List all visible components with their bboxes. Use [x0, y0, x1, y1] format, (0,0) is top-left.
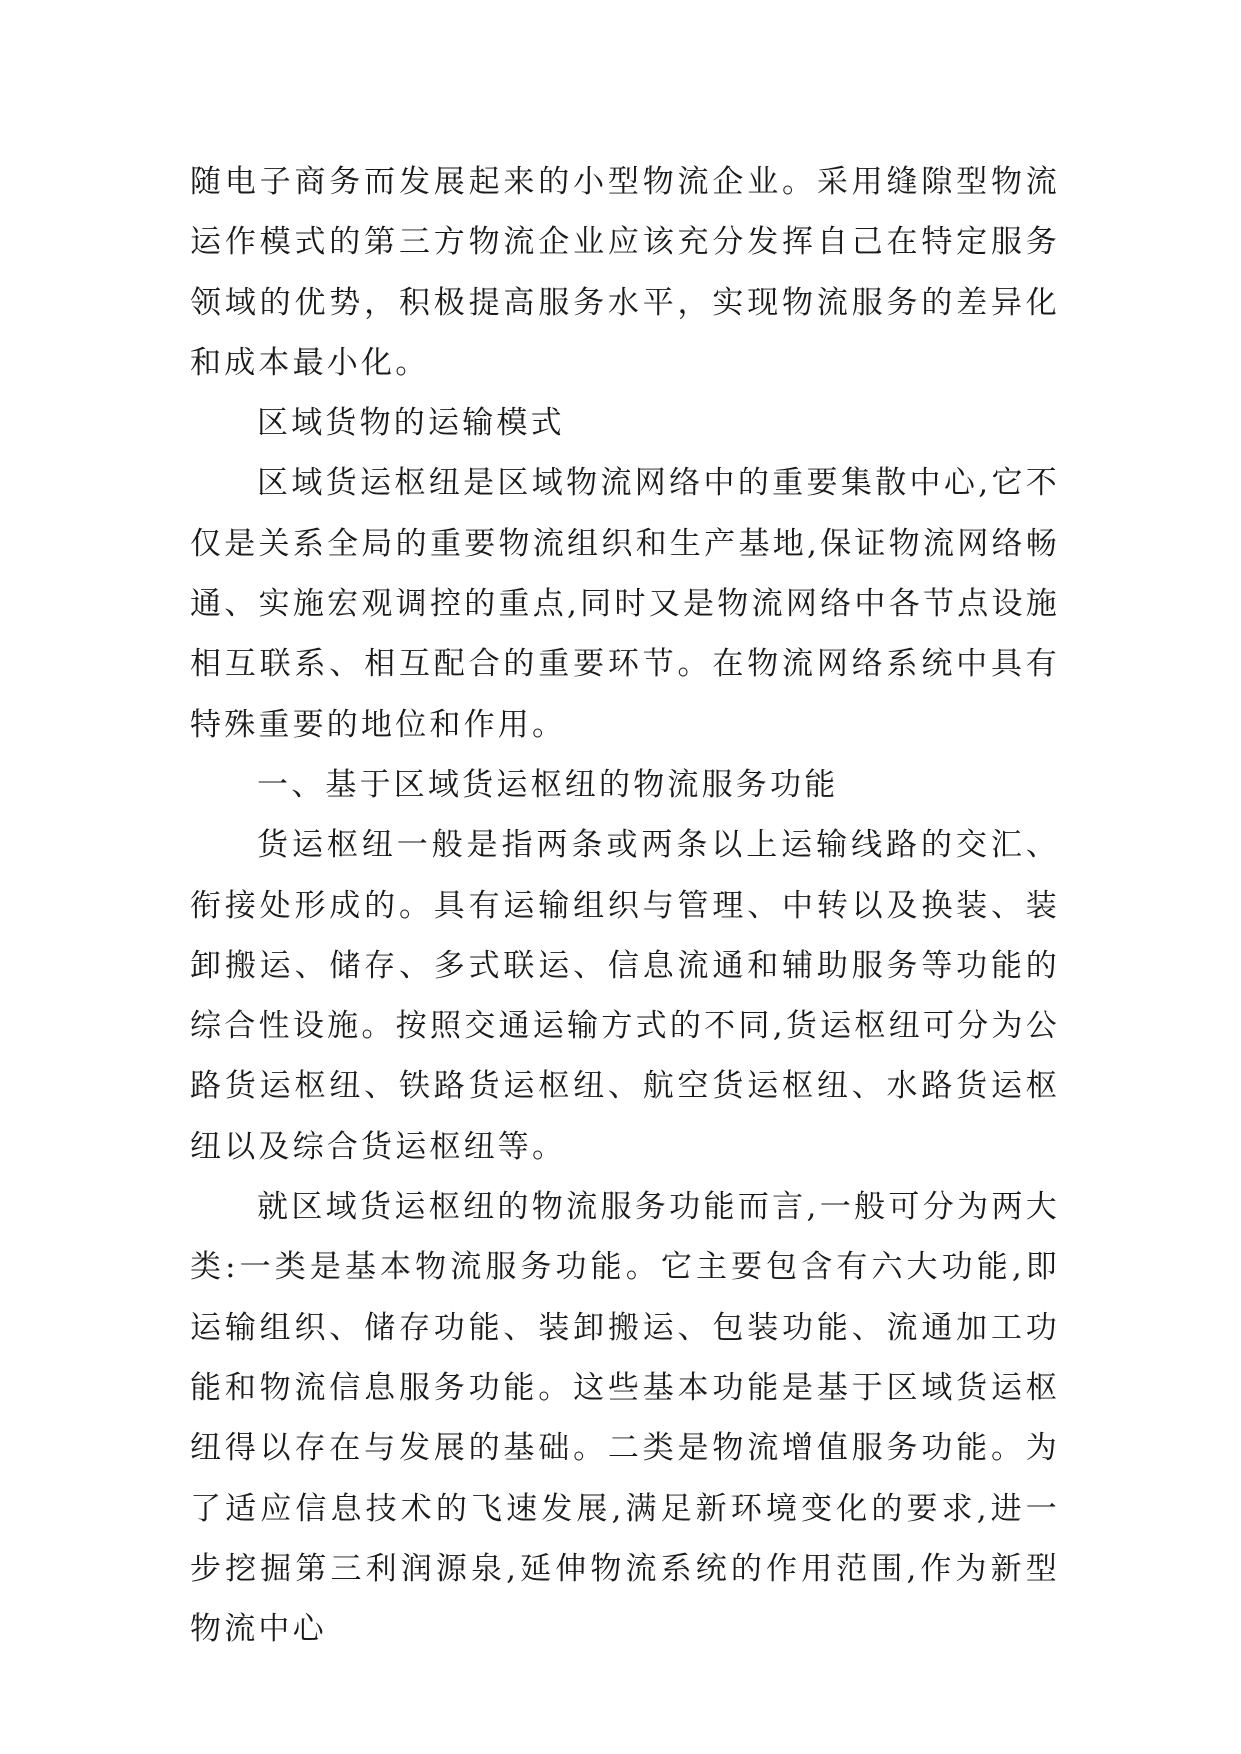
- paragraph-service-functions: 就区域货运枢纽的物流服务功能而言,一般可分为两大类:一类是基本物流服务功能。它主要包含有六大功能,即运输组织、储存功能、装卸搬运、包装功能、流通加工功能和物流信息服务功能。这些基本功能是基于区域货运枢纽得以存在与发展的基础。二类是物流增值服务功能。为了适应信息技术的飞速发展,满足新环境变化的要求,进一步挖掘第三利润源泉,延伸物流系统的作用范围,作为新型物流中心: [190, 1189, 1060, 1648]
- paragraph-continued: 随电子商务而发展起来的小型物流企业。采用缝隙型物流运作模式的第三方物流企业应该充分发挥自己在特定服务领域的优势，积极提高服务水平，实现物流服务的差异化和成本最小化。: [190, 164, 1060, 381]
- section-heading-hub-functions: 一、基于区域货运枢纽的物流服务功能: [257, 766, 839, 803]
- paragraph-freight-hub-intro: 区域货运枢纽是区域物流网络中的重要集散中心,它不仅是关系全局的重要物流组织和生产基地,保证物流网络畅通、实施宏观调控的重点,同时又是物流网络中各节点设施相互联系、相互配合的重要环节。在物流网络系统中具有特殊重要的地位和作用。: [190, 465, 1060, 743]
- paragraph-freight-hub-definition: 货运枢纽一般是指两条或两条以上运输线路的交汇、衔接处形成的。具有运输组织与管理、中转以及换装、装卸搬运、储存、多式联运、信息流通和辅助服务等功能的综合性设施。按照交通运输方式的不同,货运枢纽可分为公路货运枢纽、铁路货运枢纽、航空货运枢纽、水路货运枢纽以及综合货运枢纽等。: [190, 827, 1060, 1165]
- document-body: [190, 152, 1060, 1659]
- section-heading-transport-mode: 区域货物的运输模式: [257, 405, 565, 442]
